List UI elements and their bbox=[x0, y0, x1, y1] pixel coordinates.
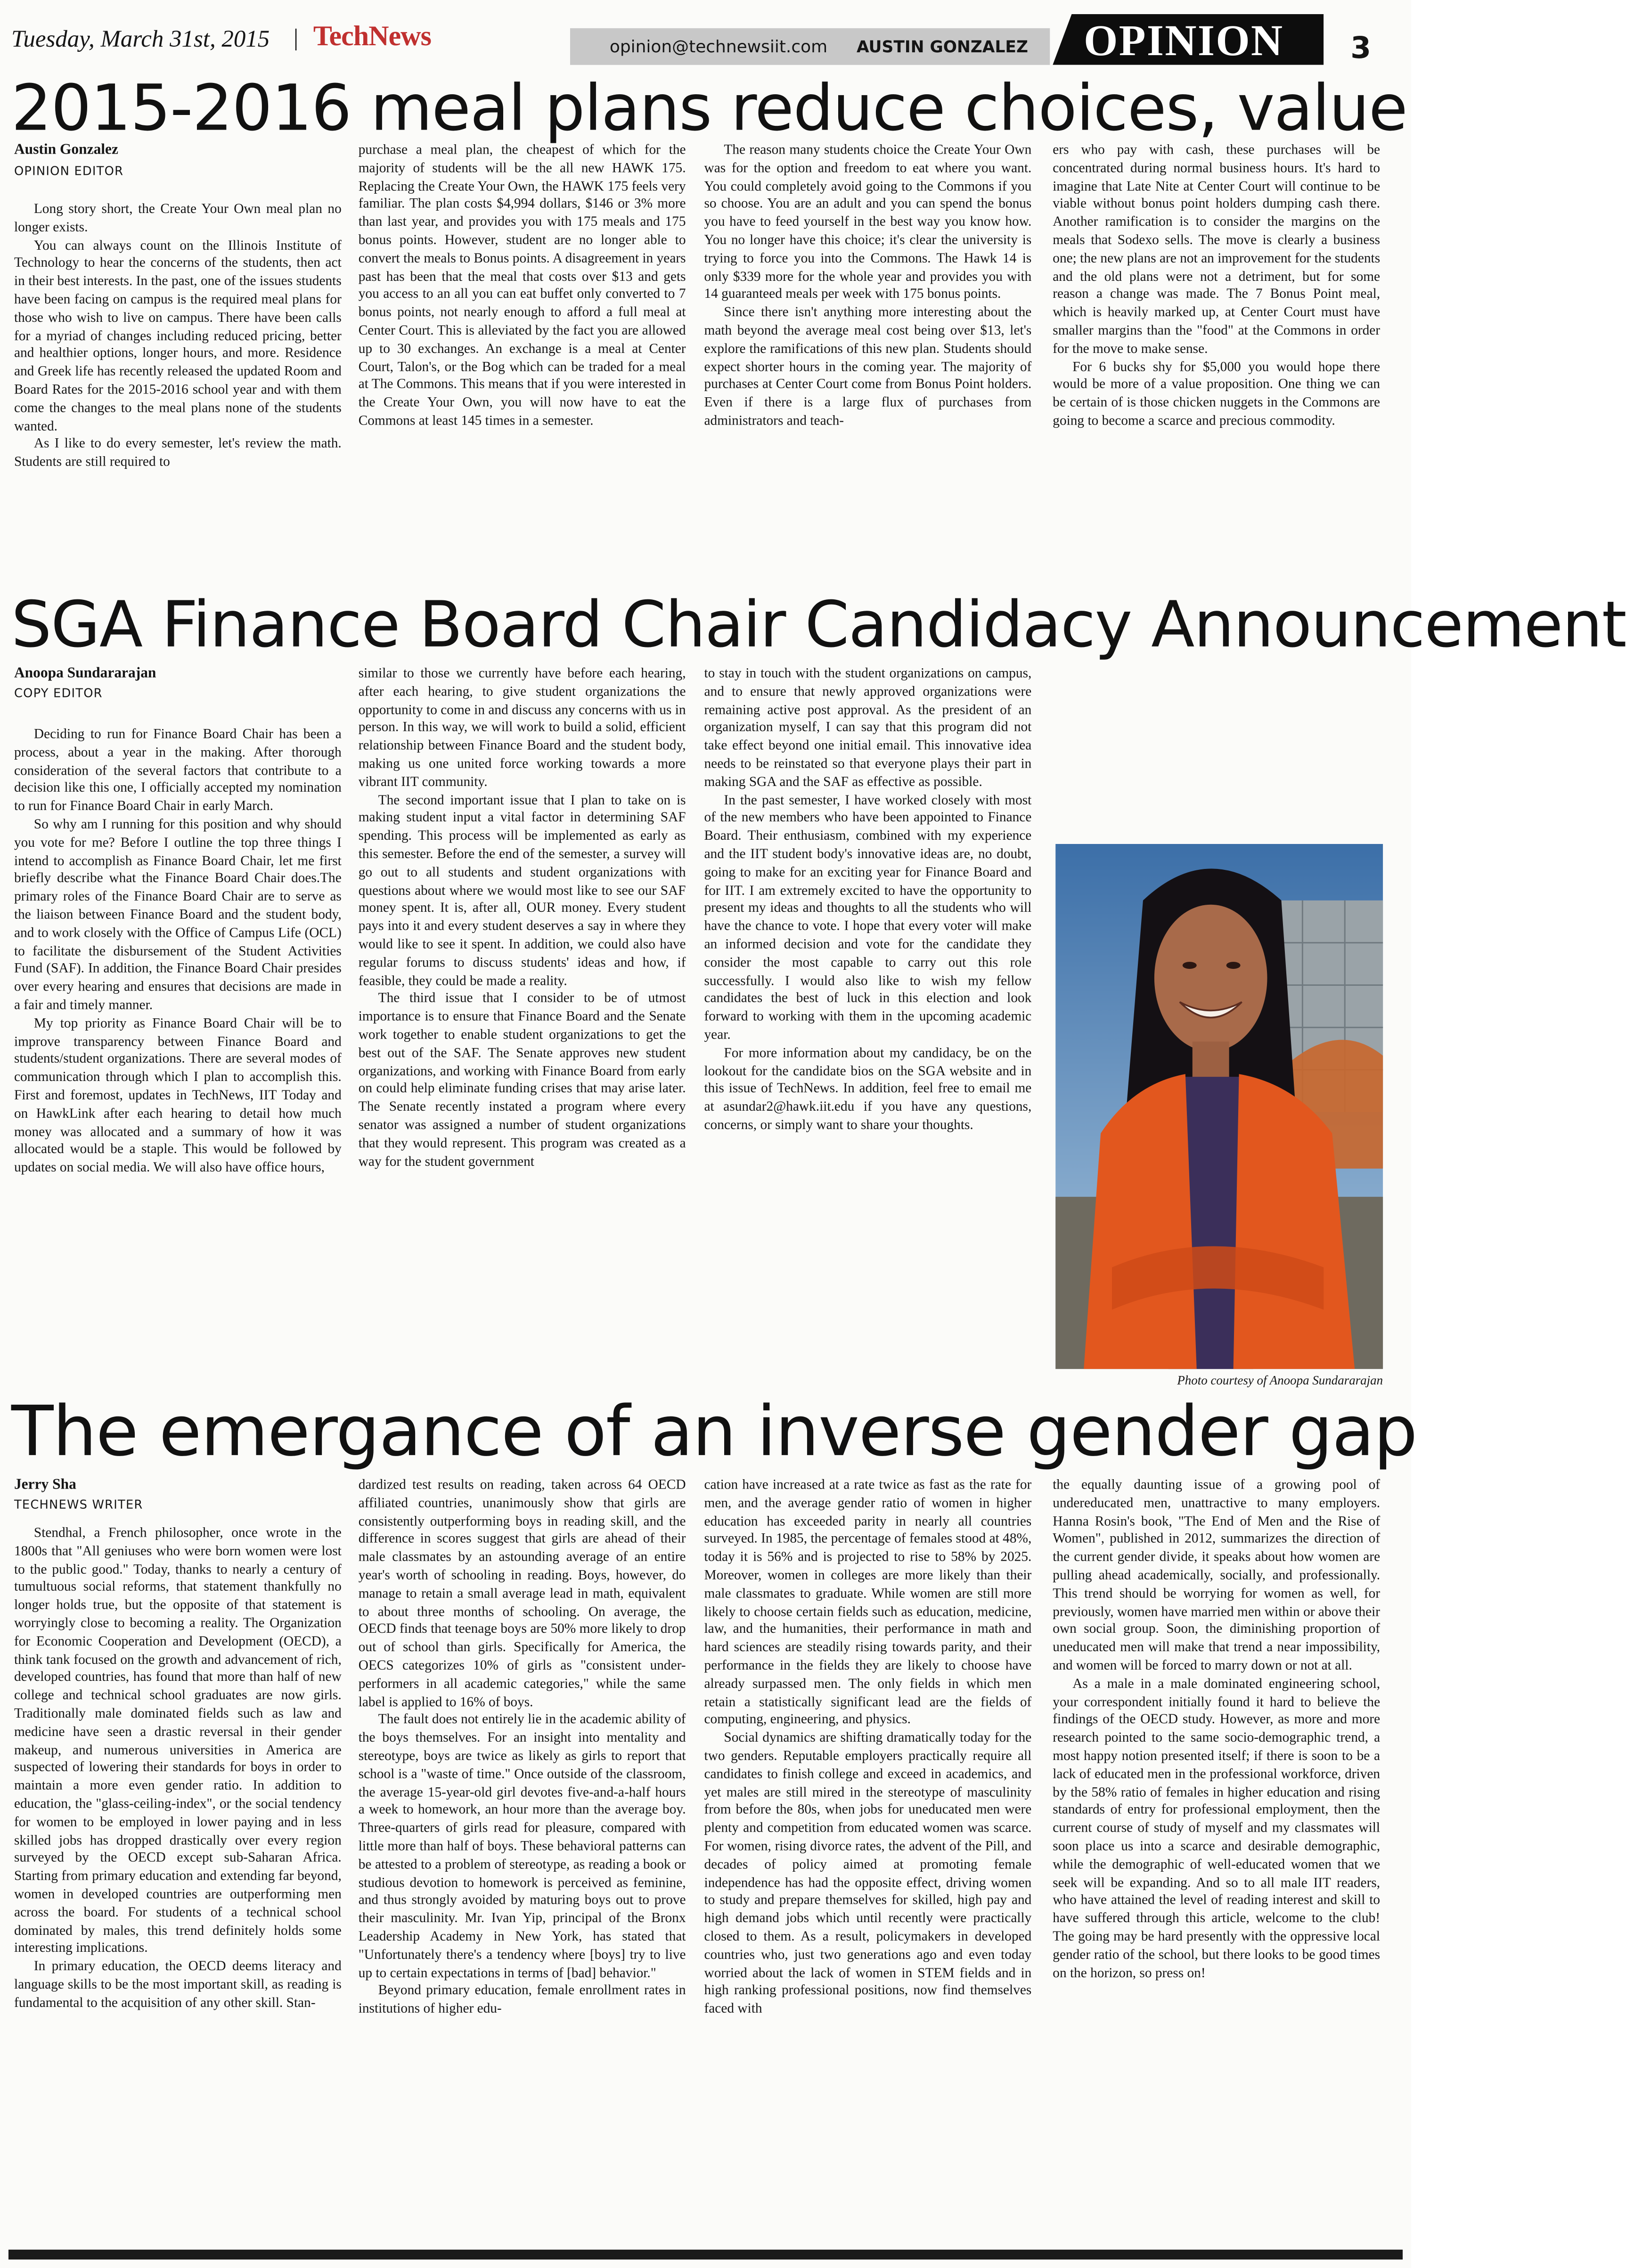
article-paragraph: the equally daunting issue of a growing pool of undereducated men, unattractive to many employers. Hanna Rosin's book, "The End of Men and the Rise of Women", published in 2012, summarizes the direction of the current gender divide, it speaks about how women are pulling ahead academically, socially, and professionally. This trend should be worrying for women as well, for previously, women have married men within or above their own social group. Soon, the diminishing proportion of uneducated men will make that trend a near impossibility, and women will be forced to marry down or not at all. bbox=[1053, 1477, 1381, 1674]
article3-column-4 bbox=[1053, 1478, 1380, 2235]
issue-date: Tuesday, March 31st, 2015 bbox=[11, 25, 270, 52]
paper-name-logo: TechNews bbox=[313, 21, 432, 52]
article-paragraph: So why am I running for this position and why should you vote for me? Before I outline the top three things I intend to accomplish as Finance Board Chair, let me first briefly describe what the Finance Board Chair does.The primary roles of the Finance Board Chair are to serve as the liaison between Finance Board and the student body, and to work closely with the Office of Campus Life (OCL) to facilitate the disbursement of the Student Activities Fund (SAF). In addition, the Finance Board Chair presides over every hearing and ensures that decisions are made in a fair and timely manner. bbox=[14, 817, 342, 1014]
article1-column-1 bbox=[14, 202, 342, 563]
article-paragraph: You can always count on the Illinois Institute of Technology to hear the concerns of the students, then act in their best interests. In the past, one of the issues students have been facing on campus is the required meal plans for those who wish to live on campus. There have been calls for a myriad of changes including reduced pricing, better and healthier options, longer hours, and more. Residence and Greek life has recently released the updated Room and Board Rates for the 2015-2016 school year and with them come the changes to the meal plans none of the students wanted. bbox=[14, 237, 342, 434]
article-paragraph: For more information about my candidacy, be on the lookout for the candidate bios on the SGA website and in this issue of TechNews. In addition, feel free to email me at asundar2@hawk.iit.edu if you have any questions, concerns, or simply want to share your thoughts. bbox=[704, 1045, 1032, 1133]
article-paragraph: dardized test results on reading, taken across 64 OECD affiliated countries, unanimously show that girls are consistently outperforming boys in reading skill, and the difference in scores suggest that girls are ahead of their male classmates by an astounding average of an entire year's worth of schooling in reading. Boys, however, do manage to retain a small average lead in math, equivalent to about three months of schooling. On average, the OECD finds that teenage boys are 50% more likely to drop out of school than girls. Specifically for America, the OECS categorizes 10% of girls as "consistent under-performers in all academic categories," while the same label is applied to 16% of boys. bbox=[358, 1477, 686, 1710]
page-number: 3 bbox=[1350, 31, 1372, 65]
article-paragraph: Beyond primary education, female enrollment rates in institutions of higher edu- bbox=[358, 1983, 686, 2017]
article-paragraph: In primary education, the OECD deems literacy and language skills to be the most important skill, as reading is fundamental to the acquisition of any other skill. Stan- bbox=[14, 1959, 342, 2011]
article-paragraph: Since there isn't anything more interesting about the math beyond the average meal cost being over $13, let's explore the ramifications of this new plan. Students should expect shorter hours in the coming year. The majority of purchases at Center Court come from Bonus Point holders. Even if there is a large flux of purchases from administrators and teach- bbox=[704, 305, 1032, 429]
article-paragraph: purchase a meal plan, the cheapest of which for the majority of students will be the all new HAWK 175. Replacing the Create Your Own, the HAWK 175 feels very familiar. The plan costs $4,994 dollars, $146 or 3% more than last year, and provides you with 175 meals and 175 bonus points. However, student are no longer able to convert the meals to Bonus points. A disagreement in years past has been that the meal that costs over $13 and gets you access to an all you can eat buffet only converted to 7 bonus points, not nearly enough to afford a full meal at Center Court. This is alleviated by the fact you are allowed up to 30 exchanges. An exchange is a meal at Center Court, Talon's, or the Bog which can be traded for a meal at The Commons. This means that if you were interested in the Create Your Own, you will now have to eat the Commons at least 145 times in a semester. bbox=[358, 142, 686, 429]
article-paragraph: For 6 bucks shy for $5,000 you would hope there would be more of a value proposition. One thing we can be certain of is those chicken nuggets in the Commons are going to become a scarce and precious commodity. bbox=[1053, 359, 1381, 429]
article3-column-3 bbox=[704, 1478, 1032, 2235]
article-paragraph: similar to those we currently have before each hearing, after each hearing, to give student organizations the opportunity to come in and discuss any concerns with us in person. In this way, we will work to build a solid, efficient relationship between Finance Board and the student body, making us one united force working towards a more vibrant IIT community. bbox=[358, 666, 686, 790]
article-paragraph: Stendhal, a French philosopher, once wrote in the 1800s that "All geniuses who were born women were lost to the public good." Today, thanks to nearly a century of tumultuous social reforms, that statement thankfully no longer holds true, but the opposite of that statement is worryingly close to becoming a reality. The Organization for Economic Cooperation and Development (OECD), a think tank focused on the growth and advancement of rich, developed countries, has found that more than half of new college and technical school graduates are now girls. Traditionally male dominated fields such as law and medicine have seen a drastic reversal in their gender makeup, and numerous universities in America are suspected of lowering their standards for boys in order to maintain a more even gender ratio. In addition to education, the "glass-ceiling-index", or the social tendency for women to be employed in lower paying and in less skilled jobs has dropped drastically over every region surveyed by the OECD except sub-Saharan Africa. Starting from primary education and extending far beyond, women in developed countries are outperforming men across the board. For students of a technical school dominated by males, this trend definitely holds some interesting implications. bbox=[14, 1525, 342, 1957]
article-paragraph: As I like to do every semester, let's review the math. Students are still required to bbox=[14, 436, 342, 470]
article2-column-3 bbox=[704, 666, 1032, 1376]
article2-author: Anoopa Sundararajan bbox=[14, 666, 156, 682]
bottom-rule bbox=[8, 2250, 1403, 2260]
article3-author: Jerry Sha bbox=[14, 1477, 76, 1493]
article2-column-2 bbox=[359, 666, 686, 1376]
article1-column-4 bbox=[1053, 142, 1380, 563]
article1-role: OPINION EDITOR bbox=[14, 165, 124, 180]
photo-face bbox=[1154, 905, 1267, 1051]
article-paragraph: cation have increased at a rate twice as fast as the rate for men, and the average gender ratio of women in higher education has exceeded parity in nearly all countries surveyed. In 1985, the percentage of females stood at 48%, today it is 56% and is projected to rise to 58% by 2025. Moreover, women in colleges are more likely than their male classmates to graduate. While women are still more likely to choose certain fields such as education, medicine, law, and the humanities, their performance in math and hard sciences are steadily rising towards parity, and their performance in the fields they are likely to choose have already surpassed men. The only fields in which men retain a statistically significant lead are the fields of computing, engineering, and physics. bbox=[704, 1477, 1032, 1728]
photo-credit: Photo courtesy of Anoopa Sundararajan bbox=[1177, 1373, 1383, 1388]
article-paragraph: As a male in a male dominated engineering school, your correspondent initially found it hard to believe the findings of the OECD study. However, as more and more research pointed to the same socio-demographic trend, a most happy notion presented itself; if there is soon to be a lack of educated men in the professional workforce, driven by the 58% ratio of females in higher education and rising standards of entry for professional employment, then the current course of study of myself and my classmates will soon place us into a scarce and desirable demographic, while the demographic of well-educated women that we seek will be expanding. And so to all male IIT readers, who have attained the level of reading interest and skill to have suffered through this article, welcome to the club! The going may be hard presently with the oppressive local gender ratio of the school, but there looks to be good times on the horizon, so press on! bbox=[1053, 1676, 1381, 1981]
article2-column-1 bbox=[14, 727, 342, 1376]
article2-headline: SGA Finance Board Chair Candidacy Announcement bbox=[11, 587, 1626, 662]
article3-column-2 bbox=[359, 1478, 686, 2235]
section-editor: AUSTIN GONZALEZ bbox=[856, 36, 1028, 57]
article3-column-1 bbox=[14, 1526, 342, 2235]
photo-neck bbox=[1193, 1041, 1229, 1081]
section-title: OPINION bbox=[1084, 15, 1284, 65]
article1-column-3 bbox=[704, 142, 1032, 563]
article3-headline: The emergance of an inverse gender gap bbox=[11, 1392, 1417, 1472]
article-paragraph: My top priority as Finance Board Chair will be to improve transparency between Finance Board and students/student organizations. There are several modes of communication through which I plan to accomplish this. First and foremost, updates in TechNews, IIT Today and on HawkLink after each hearing to detail how much money was allocated and a summary of how it was allocated would be a staple. This would be followed by updates on social media. We will also have office hours, bbox=[14, 1015, 342, 1176]
article1-headline: 2015-2016 meal plans reduce choices, value bbox=[11, 70, 1407, 146]
masthead-separator: | bbox=[293, 24, 299, 51]
article-paragraph: The reason many students choice the Create Your Own was for the option and freedom to eat where you want. You could completely avoid going to the Commons if you so choose. You are an adult and you can spend the bonus you have to feed yourself in the best way you know how. You no longer have this choice; it's clear the university is trying to force you into the Commons. The Hawk 14 is only $339 more for the whole year and provides you with 14 guaranteed meals per week with 175 bonus points. bbox=[704, 142, 1032, 303]
article-paragraph: Long story short, the Create Your Own meal plan no longer exists. bbox=[14, 202, 342, 236]
article-paragraph: The fault does not entirely lie in the academic ability of the boys themselves. For an insight into mentality and stereotype, boys are twice as likely as girls to report that school is a "waste of time." Once outside of the classroom, the average 15-year-old girl devotes five-and-a-half hours a week to homework, an hour more than the average boy. Three-quarters of girls read for pleasure, compared with little more than half of boys. These behavioral patterns can be attested to a problem of stereotype, as reading a book or studious devotion to homework is perceived as feminine, and thus strongly avoided by maturing boys out to prove their masculinity. Mr. Ivan Yip, principal of the Bronx Leadership Academy in New York, has stated that "Unfortunately there's a tendency where [boys] try to live up to certain expectations in terms of [bad] behavior." bbox=[358, 1712, 686, 1981]
section-email: opinion@technewsiit.com bbox=[609, 36, 828, 57]
article-paragraph: The second important issue that I plan to take on is making student input a vital factor in determining SAF spending. This process will be implemented as early as this semester. Before the end of the semester, a survey will go out to all students and student organizations with questions about where we would most like to see our SAF money spent. It is, after all, OUR money. Every student pays into it and every student deserves a say in where they would like to see it spent. In addition, we could also have regular forums to discuss students' ideas and how, if feasible, they could be made a reality. bbox=[358, 792, 686, 989]
article1-column-2 bbox=[359, 142, 686, 563]
article-paragraph: Deciding to run for Finance Board Chair has been a process, about a year in the making. After thorough consideration of the several factors that contribute to a decision like this one, I officially accepted my nomination to run for Finance Board Chair in early March. bbox=[14, 727, 342, 815]
masthead bbox=[0, 0, 1411, 68]
article1-author: Austin Gonzalez bbox=[14, 142, 118, 158]
article-paragraph: to stay in touch with the student organizations on campus, and to ensure that newly approved organizations were remaining active post approval. As the president of an organization myself, I can say that this program did not take effect beyond one initial email. This innovative idea needs to be reinstated so that everyone plays their part in making SGA and the SAF as effective as possible. bbox=[704, 666, 1032, 790]
article2-role: COPY EDITOR bbox=[14, 687, 103, 702]
article-paragraph: The third issue that I consider to be of utmost importance is to ensure that Finance Board and the Senate work together to enable student organizations to get the best out of the SAF. The Senate approves new student organizations, and working with Finance Board from early on could help eliminate funding crises that may arise later. The Senate recently instated a program where every senator was assigned a number of student organizations that they would represent. This program was created as a way for the student government bbox=[358, 991, 686, 1170]
candidate-photo bbox=[1055, 844, 1383, 1369]
article-paragraph: In the past semester, I have worked closely with most of the new members who have been appointed to Finance Board. Their enthusiasm, combined with my experience and the IIT student body's innovative ideas are, no doubt, going to make for an exciting year for Finance Board and for IIT. I am extremely excited to have the opportunity to present my ideas and thoughts to all the students who will have the chance to vote. I hope that every voter will make an informed decision and vote for the candidate they consider the most capable to carry out this role successfully. I would also like to wish my fellow candidates the best of luck in this election and look forward to working with them in the upcoming academic year. bbox=[704, 792, 1032, 1043]
article-paragraph: Social dynamics are shifting dramatically today for the two genders. Reputable employers practically require all candidates to finish college and exceed in academics, and yet males are still mired in the stereotype of masculinity from before the 80s, when jobs for uneducated men were plenty and competition from educated women was scarce. For women, rising divorce rates, the advent of the Pill, and decades of policy aimed at promoting female independence has had the opposite effect, driving women to study and prepare themselves for skilled, high pay and high demand jobs which until recently were practically closed to them. As a result, policymakers in developed countries who, just two generations ago and even today worried about the lack of women in STEM fields and in high ranking professional positions, now find themselves faced with bbox=[704, 1730, 1032, 2017]
article-paragraph: ers who pay with cash, these purchases will be concentrated during normal business hours. It's hard to imagine that Late Nite at Center Court will continue to be viable without bonus point holders dumping cash there. Another ramification is to consider the margins on the meals that Sodexo sells. The move is clearly a business one; the new plans are not an improvement for the students and the old plans were not a detriment, but for some reason a change was made. The 7 Bonus Point meal, which is heavily marked up, at Center Court must have smaller margins than the "food" at the Commons in order for the move to make sense. bbox=[1053, 142, 1381, 357]
article3-role: TECHNEWS WRITER bbox=[14, 1498, 143, 1513]
